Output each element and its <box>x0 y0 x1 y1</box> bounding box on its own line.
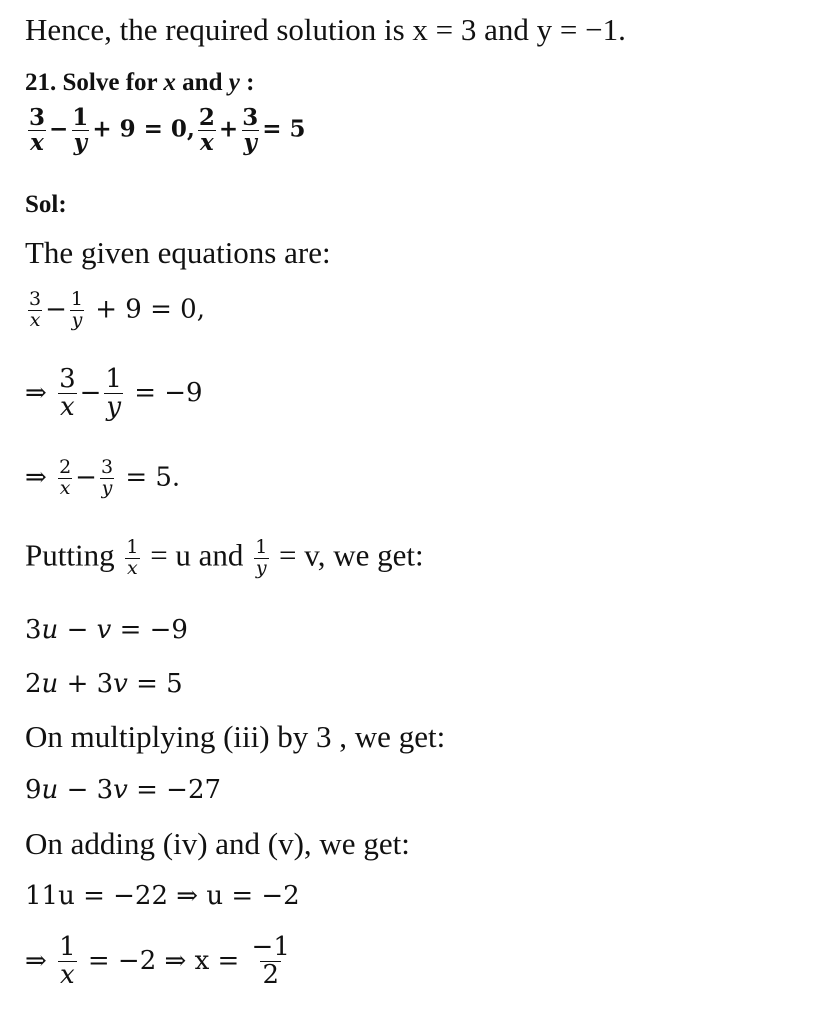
heading-var-y: y <box>228 69 240 96</box>
step1-equation: $\frac{3}{x}$ − $\frac{1}{y}$ + 9 = 0, <box>29 288 205 331</box>
step1-tail: + 9 = 0, <box>95 294 205 325</box>
problem-heading <box>25 70 254 95</box>
given-text: The given equations are: <box>25 235 331 270</box>
eq-sum: 11u = −22 ⇒ u = −2 <box>25 881 300 911</box>
problem-equations: $\frac{3}{x}$ − $\frac{1}{y}$ + 9 = 0, $\frac{2}{x}$ + $\frac{3}{y}$ = 5 <box>29 104 306 157</box>
step3-equation: ⇒ $\frac{2}{x}$ − $\frac{3}{y}$ = 5. <box>25 456 181 499</box>
heading-colon: : <box>246 69 255 96</box>
step2-equation: ⇒ $\frac{3}{x}$ − $\frac{1}{y}$ = −9 <box>25 364 203 423</box>
sol-label: Sol: <box>25 191 67 218</box>
adding-text: On adding (iv) and (v), we get: <box>25 826 410 861</box>
eq-iv: 2u + 3v = 5 <box>25 669 183 699</box>
problem-frac-1-y: $\frac{1}{y}$ <box>72 104 89 157</box>
problem-eq2-tail: = 5 <box>262 115 306 143</box>
step3-tail: = 5. <box>125 462 181 493</box>
eq-iii: 3u − v = −9 <box>25 615 188 645</box>
conclusion-line <box>25 14 626 45</box>
problem-eq1-tail: + 9 = 0, <box>92 115 195 143</box>
conclusion-text: Hence, the required solution is x = 3 and y = −1. <box>25 12 626 47</box>
final-equation: ⇒ $\frac{1}{x}$ = −2 ⇒ x = $\frac{-1}{2}$ <box>25 932 290 991</box>
implies-arrow: ⇒ <box>25 462 47 493</box>
problem-frac-2-x: $\frac{2}{x}$ <box>198 104 215 157</box>
implies-arrow: ⇒ <box>25 945 47 976</box>
problem-frac-3-x: $\frac{3}{x}$ <box>29 104 46 157</box>
multiply-text: On multiplying (iii) by 3 , we get: <box>25 719 446 754</box>
putting-line: Putting $\frac{1}{x}$ = u and $\frac{1}{y}$ = v, we get: <box>25 536 424 579</box>
step2-tail: = −9 <box>134 377 203 408</box>
heading-number: 21. Solve for <box>25 69 158 96</box>
eq-v: 9u − 3v = −27 <box>25 775 222 805</box>
problem-frac-3-y: $\frac{3}{y}$ <box>242 104 259 157</box>
heading-var-x: x <box>163 69 176 96</box>
heading-and: and <box>182 69 223 96</box>
implies-arrow: ⇒ <box>25 377 47 408</box>
